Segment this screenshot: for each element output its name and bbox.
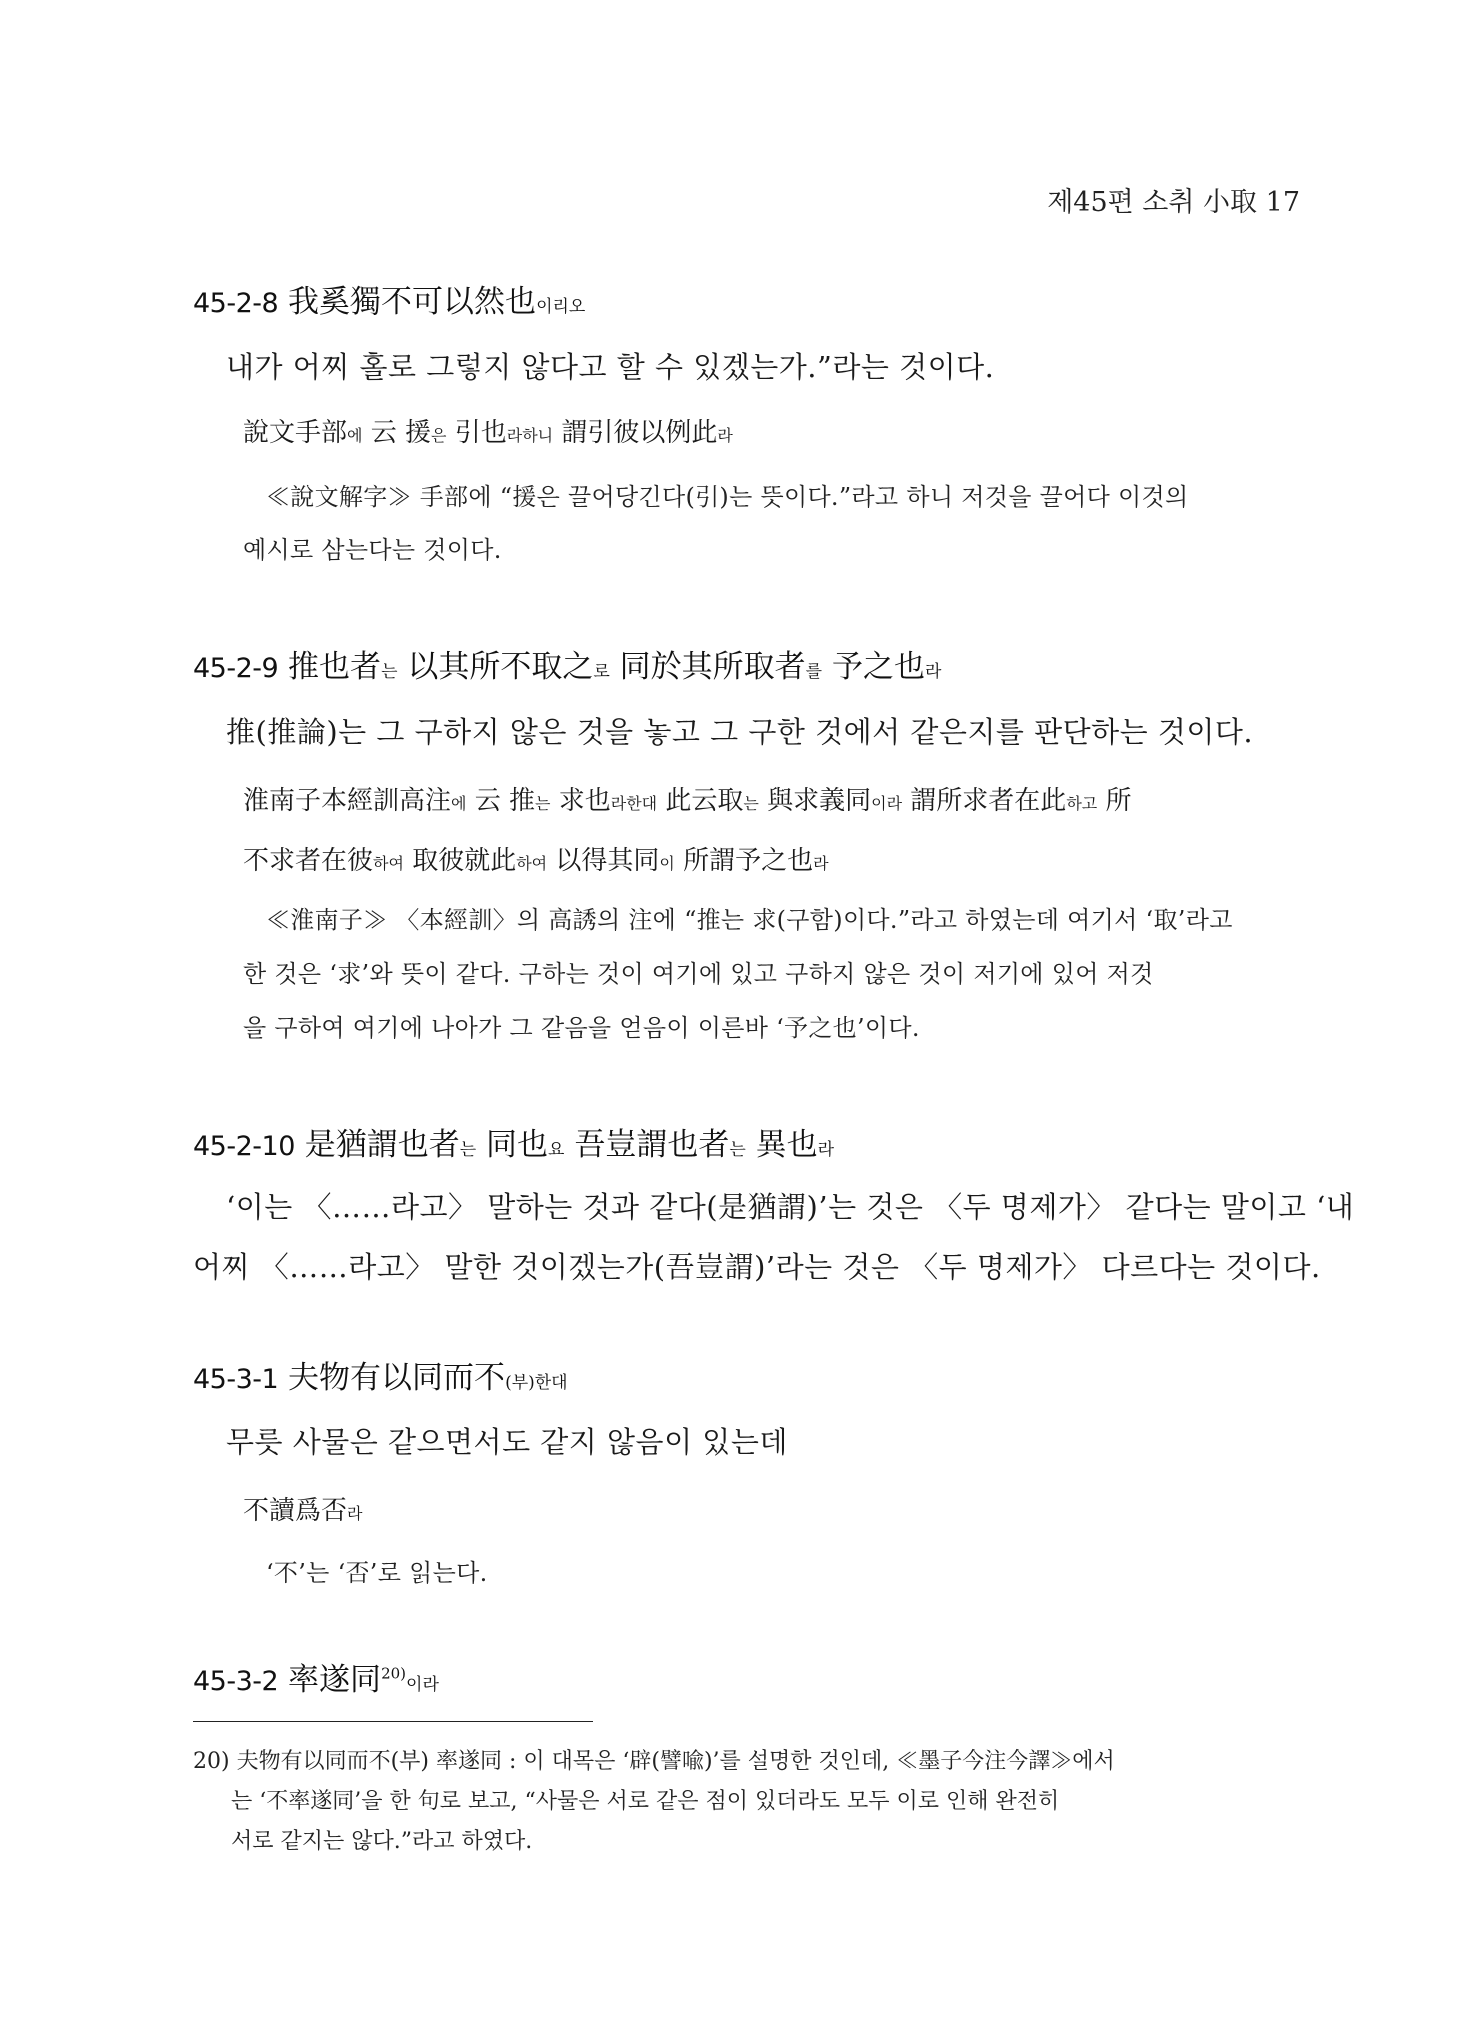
reading-suffix: 이라 [406,1675,439,1695]
reading-suffix: 라 [347,1504,363,1523]
classical-text: 率遂同 [278,1662,382,1698]
commentary [243,412,733,449]
reading-suffix: 에 [451,794,467,813]
classical-text: 我奚獨不可以然也 [278,284,537,320]
section-heading-45-3-1 [193,1352,568,1397]
translation: 推(推論)는 그 구하지 않은 것을 놓고 그 구한 것에서 같은지를 판단하는 것이다. [226,715,1254,749]
classical-text: 同於其所取者 [609,649,806,685]
section-number: 45-3-1 [193,1364,279,1395]
commentary-text: 所 [1097,786,1132,816]
reading-suffix: 에 [347,426,363,445]
commentary [243,780,1132,817]
commentary-text: 所謂予之也 [674,846,814,876]
commentary-translation: ≪淮南子≫ 〈本經訓〉의 高誘의 注에 “推는 求(구함)이다.”라고 하였는데 여기서 ‘取’라고 [266,906,1233,934]
commentary-translation: ≪說文解字≫ 手部에 “援은 끌어당긴다(引)는 뜻이다.”라고 하니 저것을 끌어다 이것의 [266,483,1189,511]
section-heading-45-2-10 [193,1119,834,1164]
section-heading-45-3-2 [193,1654,439,1699]
reading-suffix: 는 [535,794,551,813]
classical-text: 異也 [745,1127,818,1163]
commentary-text: 此云取 [657,786,744,816]
translation: 내가 어찌 홀로 그렇지 않다고 할 수 있겠는가.”라는 것이다. [226,350,995,384]
section-number: 45-2-10 [193,1131,295,1162]
classical-text: 同也 [476,1127,549,1163]
section-heading-45-2-8 [193,276,585,321]
commentary-text: 引也 [446,418,507,448]
classical-text: 夫物有以同而不 [278,1360,506,1396]
section-heading-45-2-9 [193,641,941,686]
reading-suffix: 라 [717,426,733,445]
translation: 무릇 사물은 같으면서도 같지 않음이 있는데 [226,1425,788,1459]
commentary-text: 不讀爲否 [243,1496,348,1526]
commentary-translation: ‘不’는 ‘否’로 읽는다. [266,1559,488,1587]
commentary-text: 云 推 [466,786,536,816]
reading-suffix: 은 [431,426,447,445]
reading-suffix: 이라 [871,794,903,813]
commentary-translation: 을 구하여 여기에 나아가 그 같음을 얻음이 이른바 ‘予之也’이다. [243,1014,920,1042]
reading-suffix: 라 [924,662,942,682]
commentary [243,1490,362,1527]
commentary-text: 謂所求者在此 [902,786,1067,816]
reading-suffix: (부)한대 [505,1373,568,1393]
classical-text: 以其所不取之 [397,649,594,685]
translation: ‘이는 〈……라고〉 말하는 것과 같다(是猶謂)’는 것은 〈두 명제가〉 같다는 말이고 ‘내 [226,1190,1355,1224]
reading-suffix: 는 [743,794,759,813]
footnote-ref[interactable]: 20) [381,1664,407,1683]
reading-suffix: 로 [593,662,610,682]
section-number: 45-2-8 [193,288,279,319]
commentary [243,840,829,877]
commentary-text: 淮南子本經訓高注 [243,786,452,816]
reading-suffix: 하여 [373,854,404,873]
reading-suffix: 라하니 [506,426,554,445]
reading-suffix: 는 [459,1140,477,1160]
commentary-text: 取彼就此 [403,846,517,876]
commentary-translation: 한 것은 ‘求’와 뜻이 같다. 구하는 것이 여기에 있고 구하지 않은 것이 저기에 있어 저것 [243,960,1154,988]
commentary-text: 不求者在彼 [243,846,374,876]
reading-suffix: 이리오 [536,297,586,317]
classical-text: 是猶謂也者 [294,1127,460,1163]
commentary-text: 求也 [550,786,611,816]
commentary-text: 云 援 [362,418,432,448]
section-number: 45-2-9 [193,653,279,684]
footnote-continuation: 는 ‘不率遂同’을 한 句로 보고, “사물은 서로 같은 점이 있더라도 모두 이로 인해 완전히 [231,1789,1060,1814]
reading-suffix: 요 [548,1140,565,1160]
commentary-text: 以得其同 [547,846,660,876]
classical-text: 推也者 [278,649,382,685]
reading-suffix: 하여 [516,854,548,873]
reading-suffix: 하고 [1066,794,1098,813]
section-number: 45-3-2 [193,1666,279,1697]
footnote-continuation: 서로 같지는 않다.”라고 하였다. [231,1829,533,1854]
reading-suffix: 라 [813,854,829,873]
commentary-translation: 예시로 삼는다는 것이다. [243,536,502,564]
running-header: 제45편 소취 小取 17 [1047,187,1300,218]
classical-text: 予之也 [822,649,925,685]
footnote-20: 20) 夫物有以同而不(부) 率遂同 : 이 대목은 ‘辟(譬喩)’를 설명한 것인데, ≪墨子今注今譯≫에서 [193,1749,1115,1774]
reading-suffix: 를 [805,662,823,682]
footnote-divider [193,1721,593,1722]
reading-suffix: 라 [817,1140,835,1160]
translation: 어찌 〈……라고〉 말한 것이겠는가(吾豈謂)’라는 것은 〈두 명제가〉 다르다는 것이다. [193,1250,1321,1284]
commentary-text: 與求義同 [758,786,872,816]
commentary-text: 謂引彼以例此 [553,418,718,448]
commentary-text: 說文手部 [243,418,348,448]
reading-suffix: 라한대 [610,794,658,813]
classical-text: 吾豈謂也者 [564,1127,730,1163]
reading-suffix: 이 [659,854,675,873]
reading-suffix: 는 [381,662,398,682]
reading-suffix: 는 [729,1140,746,1160]
